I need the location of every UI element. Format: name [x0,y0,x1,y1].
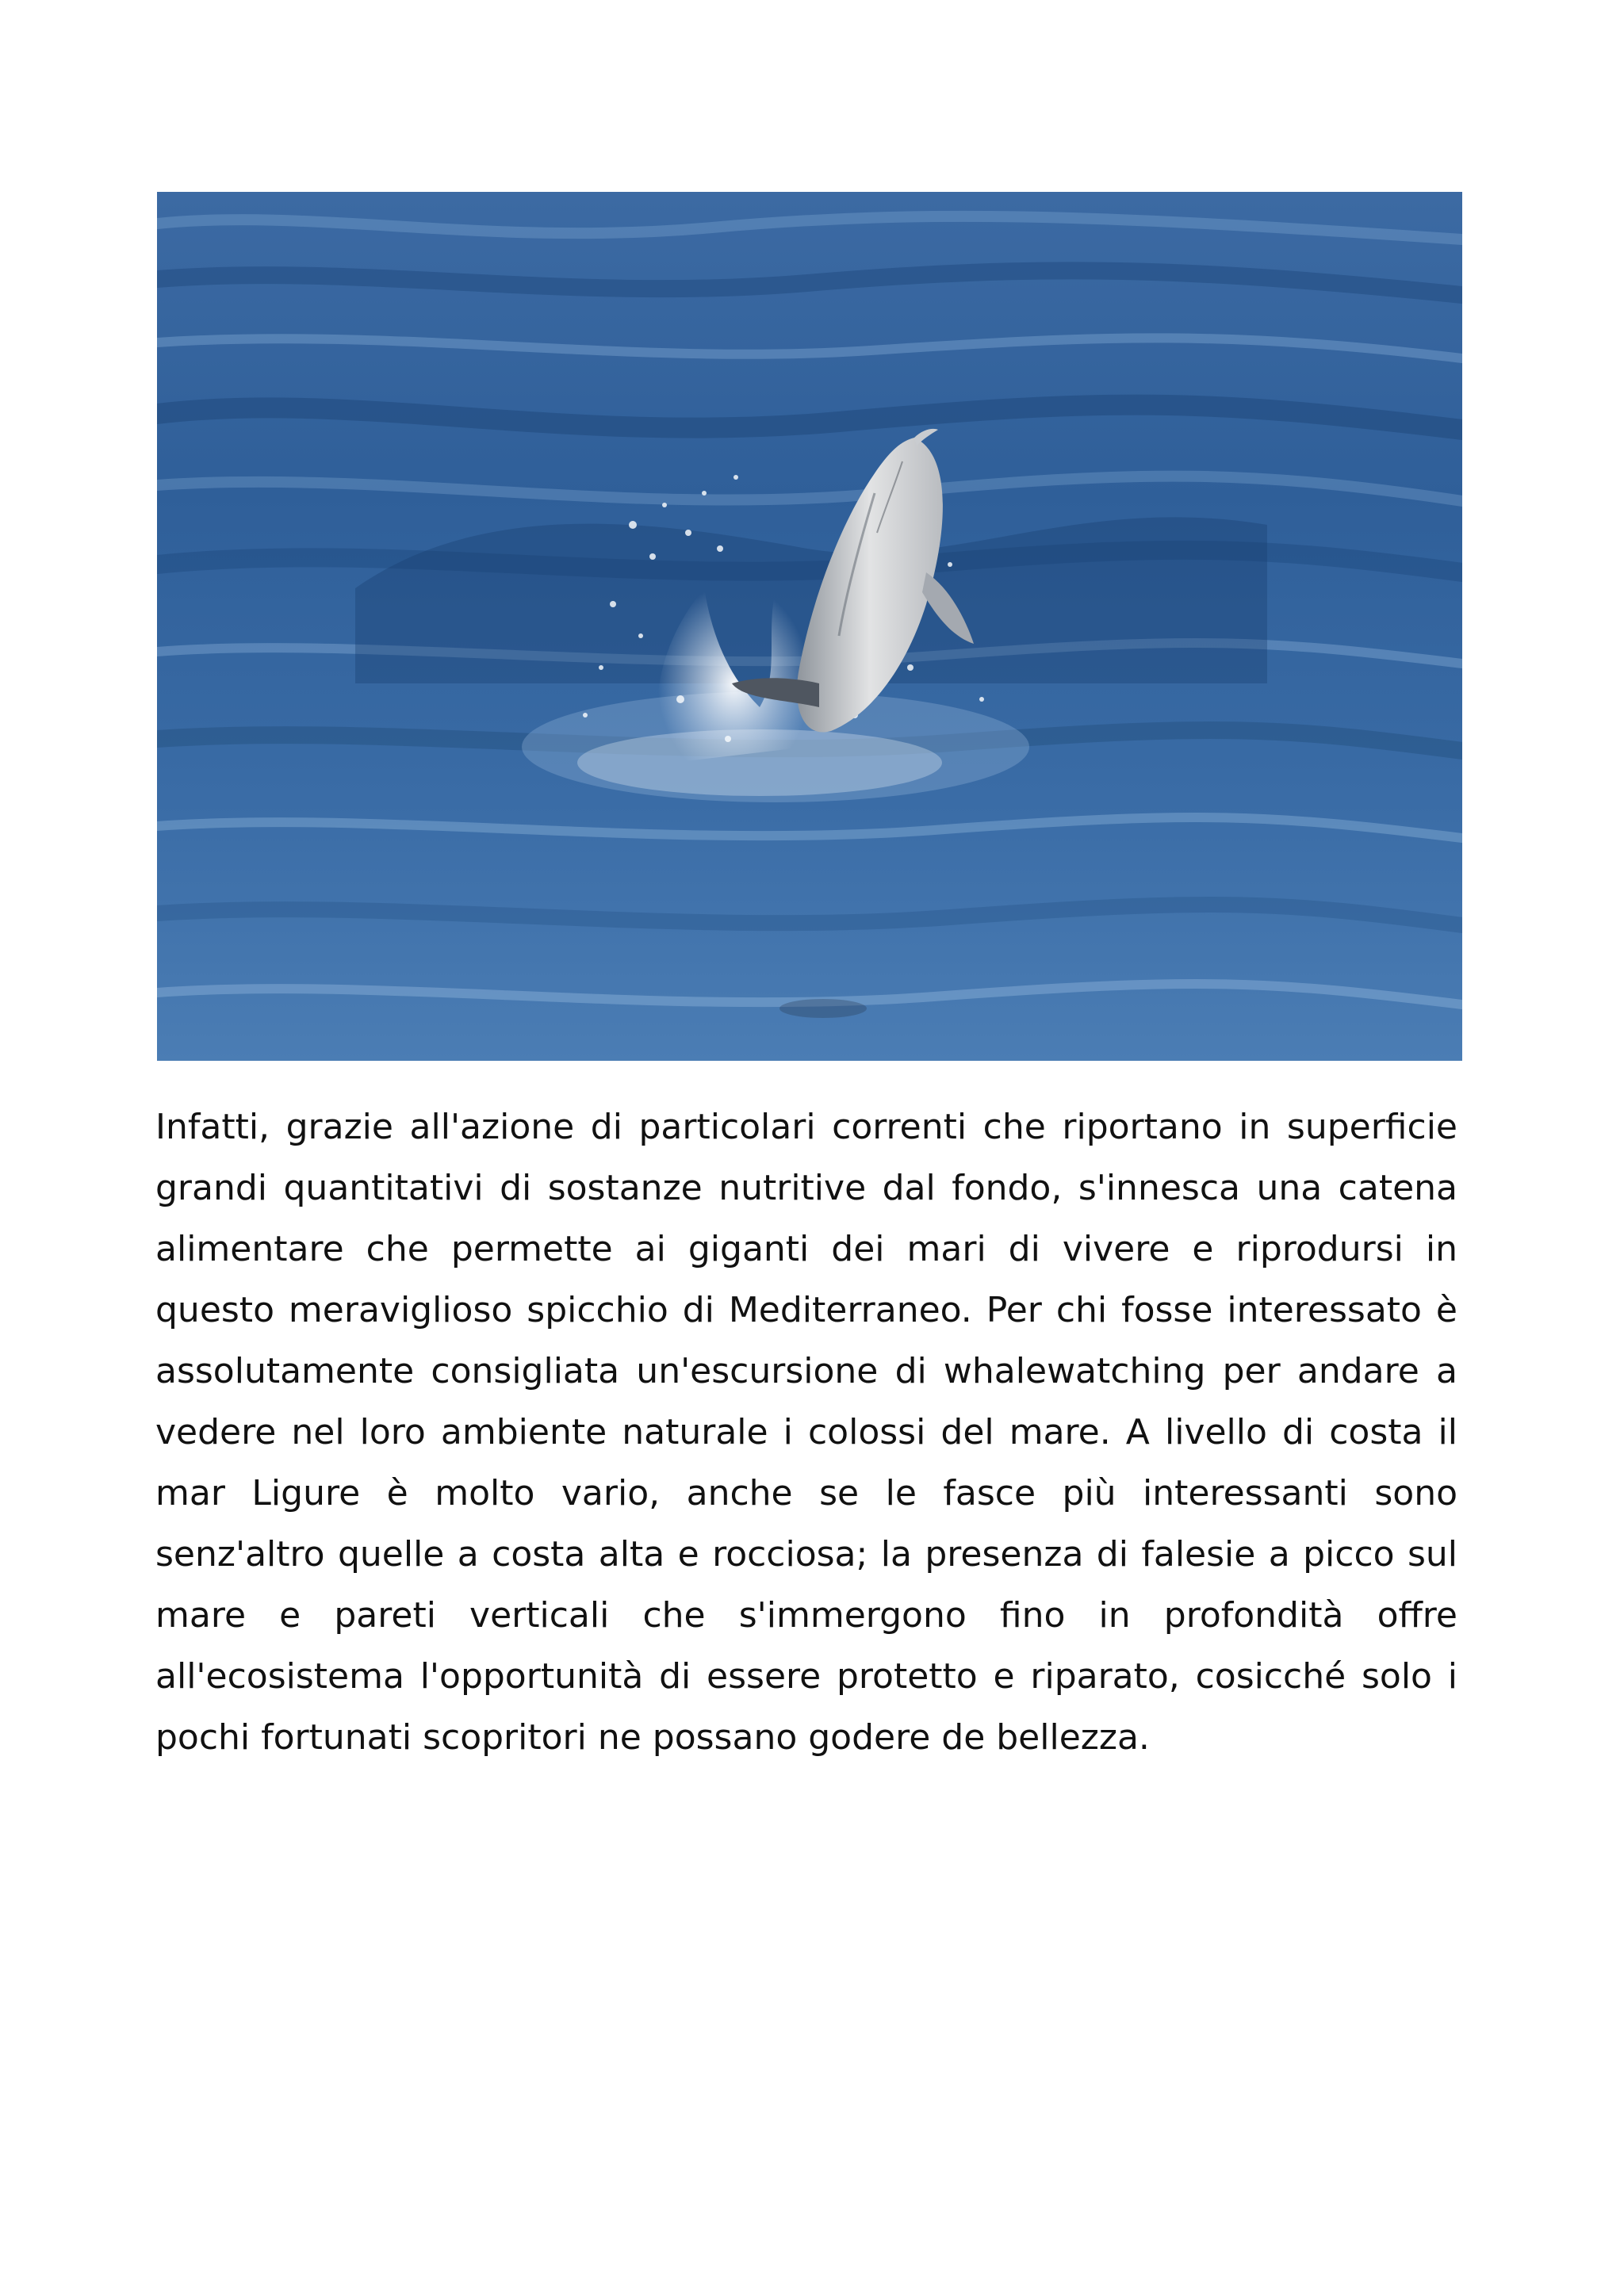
body-paragraph: Infatti, grazie all'azione di particolari correnti che riportano in superficie grandi quantitativi di sostanze nutritive dal fondo, s'innesca una catena alimentare che permette ai giganti dei mari di vivere e riprodursi in questo meraviglioso spicchio di Mediterraneo. Per chi fosse interessato è assolutamente consigliata un'escursione di whalewatching per andare a vedere nel loro ambiente naturale i colossi del mare. A livello di costa il mar Ligure è molto vario, anche se le fasce più interessanti sono senz'altro quelle a costa alta e rocciosa; la presenza di falesie a picco sul mare e pareti verticali che s'immergono fino in profondità offre all'ecosistema l'opportunità di essere protetto e riparato, cosicché solo i pochi fortunati scopritori ne possano godere de bellezza. [155,1107,1457,1758]
sea-dolphin-illustration [157,192,1462,1061]
dolphin-photo [157,192,1462,1061]
